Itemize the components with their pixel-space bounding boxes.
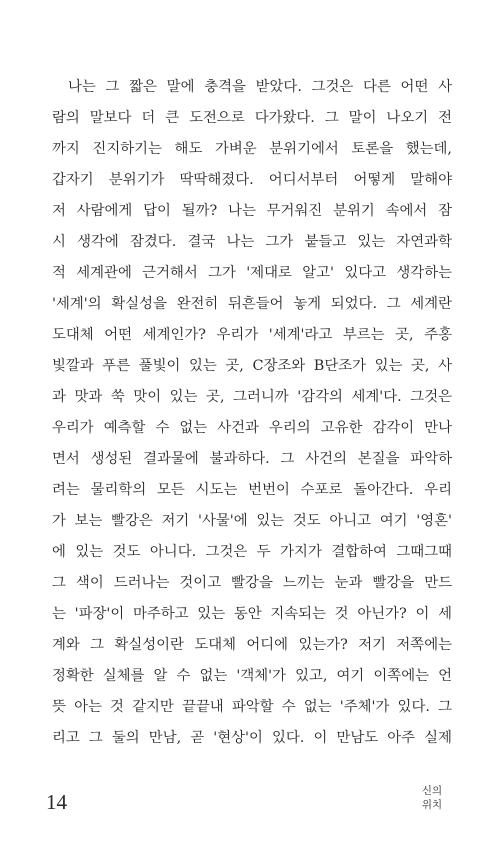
text-line: 도대체 어떤 세계인가? 우리가 '세계'라고 부르는 곳, 주홍	[52, 327, 452, 343]
text-line: 빛깔과 푸른 풀빛이 있는 곳, C장조와 B단조가 있는 곳, 사	[52, 358, 452, 374]
text-line: 나는 그 짧은 말에 충격을 받았다. 그것은 다른 어떤 사	[68, 79, 452, 95]
text-line: 갑자기 분위기가 딱딱해졌다. 어디서부터 어떻게 말해야	[52, 172, 452, 188]
text-line: 는 '파장'이 마주하고 있는 동안 지속되는 것 아닌가? 이 세	[52, 606, 452, 622]
text-line: 시 생각에 잠겼다. 결국 나는 그가 붙들고 있는 자연과학	[52, 234, 452, 250]
text-line: 과 맛과 쑥 맛이 있는 곳, 그러니까 '감각의 세계'다. 그것은	[52, 389, 452, 405]
text-line: 가 보는 빨강은 저기 '사물'에 있는 것도 아니고 여기 '영혼'	[52, 513, 452, 529]
page-number: 14	[46, 790, 67, 814]
text-line: 리고 그 둘의 만남, 곧 '현상'이 있다. 이 만남도 아주 실제	[52, 730, 452, 746]
text-line: 그 색이 드러나는 것이고 빨강을 느끼는 눈과 빨강을 만드	[52, 575, 452, 591]
text-line: 까지 진지하기는 해도 가벼운 분위기에서 토론을 했는데,	[52, 141, 452, 157]
text-line: 우리가 예측할 수 없는 사건과 우리의 고유한 감각이 만나	[52, 420, 452, 436]
text-line: 람의 말보다 더 큰 도전으로 다가왔다. 그 말이 나오기 전	[52, 110, 452, 126]
running-title	[414, 784, 450, 812]
text-line: 면서 생성된 결과물에 불과하다. 그 사건의 본질을 파악하	[52, 451, 452, 467]
text-line: '세계'의 확실성을 완전히 뒤흔들어 놓게 되었다. 그 세계란	[52, 296, 452, 312]
text-line: 에 있는 것도 아니다. 그것은 두 가지가 결합하여 그때그때	[52, 544, 452, 560]
text-line: 저 사람에게 답이 될까? 나는 무거워진 분위기 속에서 잠	[52, 203, 452, 219]
text-line: 계와 그 확실성이란 도대체 어디에 있는가? 저기 저쪽에는	[52, 637, 452, 653]
text-line: 적 세계관에 근거해서 그가 '제대로 알고' 있다고 생각하는	[52, 265, 452, 281]
running-title-line-1: 신의	[421, 785, 443, 797]
running-title-line-2: 위치	[421, 799, 443, 811]
text-line: 정확한 실체를 알 수 없는 '객체'가 있고, 여기 이쪽에는 언	[52, 668, 452, 684]
text-line: 려는 물리학의 모든 시도는 번번이 수포로 돌아간다. 우리	[52, 482, 452, 498]
text-line: 뜻 아는 것 같지만 끝끝내 파악할 수 없는 '주체'가 있다. 그	[52, 699, 452, 715]
